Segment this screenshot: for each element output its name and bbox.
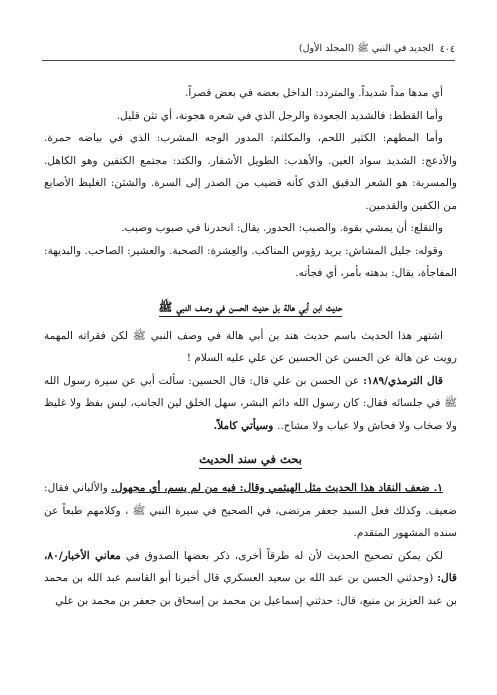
page-header [42,40,455,58]
paragraph: أي مدها مداً شديداً. والمتردد: الداخل بعضه في بعض قصراً. [185,87,443,99]
book-reference: معاني الأخبار/٨٠، [44,549,121,562]
paragraph: وقوله: جليل المشاش: يريد رؤوس المناكب. والعِشرة: الصحبة. والعشير: الصاحب. والبديهة: المفاجأة، يقال: بدهته بأمر، أي فجأته. [44,244,457,279]
paragraph [44,370,457,438]
paragraph: وأما المطهم: الكثير اللحم، والمكلثم: المدور الوجه المشرب: الذي في بياضه حمرة. والأدعج: الشديد سواد العين. والأهدب: الطويل الأشفار. والكتد: مجتمع الكتفين وهو الكاهل. والمسربة: هو الشعر الدقيق الذي كأنه قضيب من الصدر إلى السرة. والشثن: الغليظ الأصابع من الكفين والقدمين. [44,132,457,212]
paragraph-tail: وسيأتي كاملاً. [213,419,278,432]
book-title: الجديد في النبي ﷺ (المجلد الأول) [298,43,434,54]
section-title: حديث ابن أبي هالة بل حديث الحسن في وصف النبي ﷺ [159,300,343,317]
section-heading [44,297,457,317]
page-number: ٤٠٤ [439,43,455,55]
section-title: بحث في سند الحديث [199,452,302,469]
paragraph-text: (وحدثني الحسن بن عبد الله بن سعيد العسكري قال أخبرنا أبو القاسم عبد الله بن محمد بن عبد العزيز بن منيع، قال: حدثني إسماعيل بن محمد بن إسحاق بن جعفر بن محمد بن علي [44,572,457,607]
page-body [44,82,457,612]
header-divider [42,60,455,61]
paragraph-text: والألباني فقال: ضعيف. وكذلك فعل السيد جعفر مرتضى، في الصحيح في سيرة النبي ﷺ ، وكلامهم طبعاً عن سنده المشهور المتقدم. [44,482,457,539]
citation-lead: قال الترمذي/١٨٩: [363,374,443,387]
section-heading [44,449,457,469]
paragraph: وأما القطط: فالشديد الجعودة والرجل الذي في شعره هجونة، أي تثن قليل. [116,109,443,122]
qal-label: قال: [437,572,457,584]
paragraph [44,477,457,545]
paragraph: اشتهر هذا الحديث باسم حديث هند بن أبي هالة في وصف النبي ﷺ لكن فقراته المهمة رويت عن هالة عن الحسن عن الحسين عن علي عليه السلام ! [44,329,457,364]
paragraph [44,545,457,613]
paragraph: والتقلع: أن يمشي بقوة. والصبب: الحدور. يقال: انحدرنا في صبوب وصبب. [121,222,443,234]
paragraph-text: عن الحسن بن علي قال: قال الحسين: سألت أبي عن سيرة رسول الله ﷺ في جلسائه فقال: كان رسول الله دائم البشر، سهل الخلق لين الجانب، ليس بفظ ولا غليظ ولا صخاب ولا فحاش ولا عياب ولا مشاح.. [44,374,457,432]
paragraph-text: لكن يمكن تصحيح الحديث لأن له طرقاً أخرى، ذكر بعضها الصدوق في [120,549,443,562]
point-lead: ١. ضعف النقاد هذا الحديث مثل الهيثمي وقال: فيه من لم يسم، أي مجهول. [111,482,443,494]
